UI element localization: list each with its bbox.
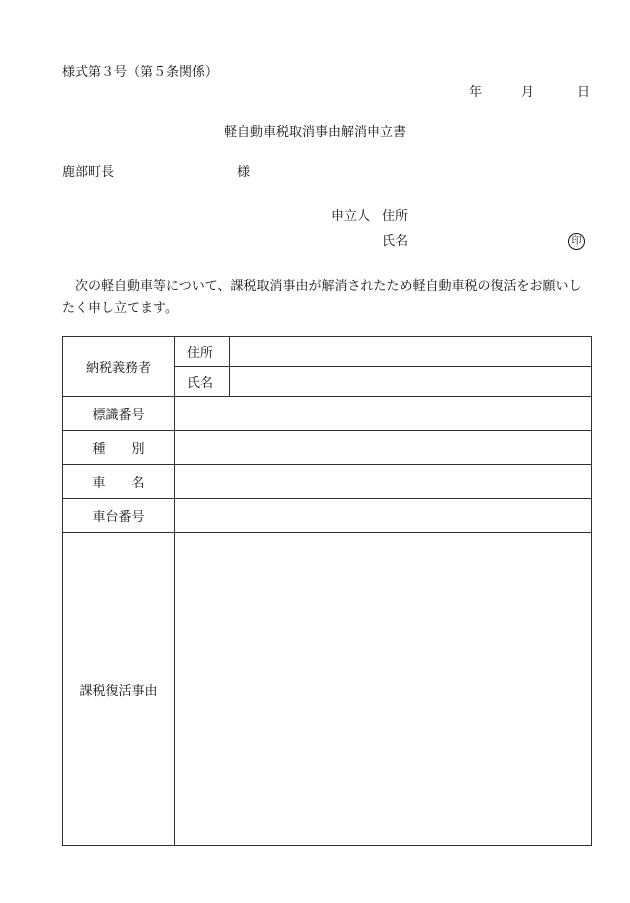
body-text: 次の軽自動車等について、課税取消事由が解消されたため軽自動車税の復活をお願いしたく申し立てます。	[62, 279, 582, 316]
taxpayer-name-field[interactable]	[230, 367, 592, 397]
plate-number-field[interactable]	[175, 397, 592, 431]
taxpayer-name-label: 氏名	[175, 367, 230, 397]
application-table	[62, 336, 592, 846]
taxpayer-label: 納税義務者	[63, 337, 175, 397]
document-title: 軽自動車税取消事由解消申立書	[223, 125, 406, 140]
form-number: 様式第３号（第５条関係）	[62, 65, 219, 80]
seal-icon: 印	[568, 233, 585, 250]
vehicle-type-field[interactable]	[175, 431, 592, 465]
reason-label: 課税復活事由	[63, 533, 175, 846]
applicant-address-label: 住所	[382, 209, 409, 224]
applicant-label: 申立人	[331, 209, 371, 224]
plate-number-label: 標識番号	[63, 397, 175, 431]
addressee-honorific: 様	[237, 165, 251, 180]
date-year-label: 年	[469, 85, 483, 100]
reason-field[interactable]	[175, 533, 592, 846]
addressee-name: 鹿部町長	[62, 165, 115, 180]
taxpayer-address-field[interactable]	[230, 337, 592, 367]
vehicle-name-field[interactable]	[175, 465, 592, 499]
vehicle-name-label: 車 名	[63, 465, 175, 499]
date-day-label: 日	[577, 85, 591, 100]
date-month-label: 月	[521, 85, 535, 100]
chassis-number-field[interactable]	[175, 499, 592, 533]
applicant-name-label: 氏名	[382, 234, 409, 249]
taxpayer-address-label: 住所	[175, 337, 230, 367]
vehicle-type-label: 種 別	[63, 431, 175, 465]
chassis-number-label: 車台番号	[63, 499, 175, 533]
